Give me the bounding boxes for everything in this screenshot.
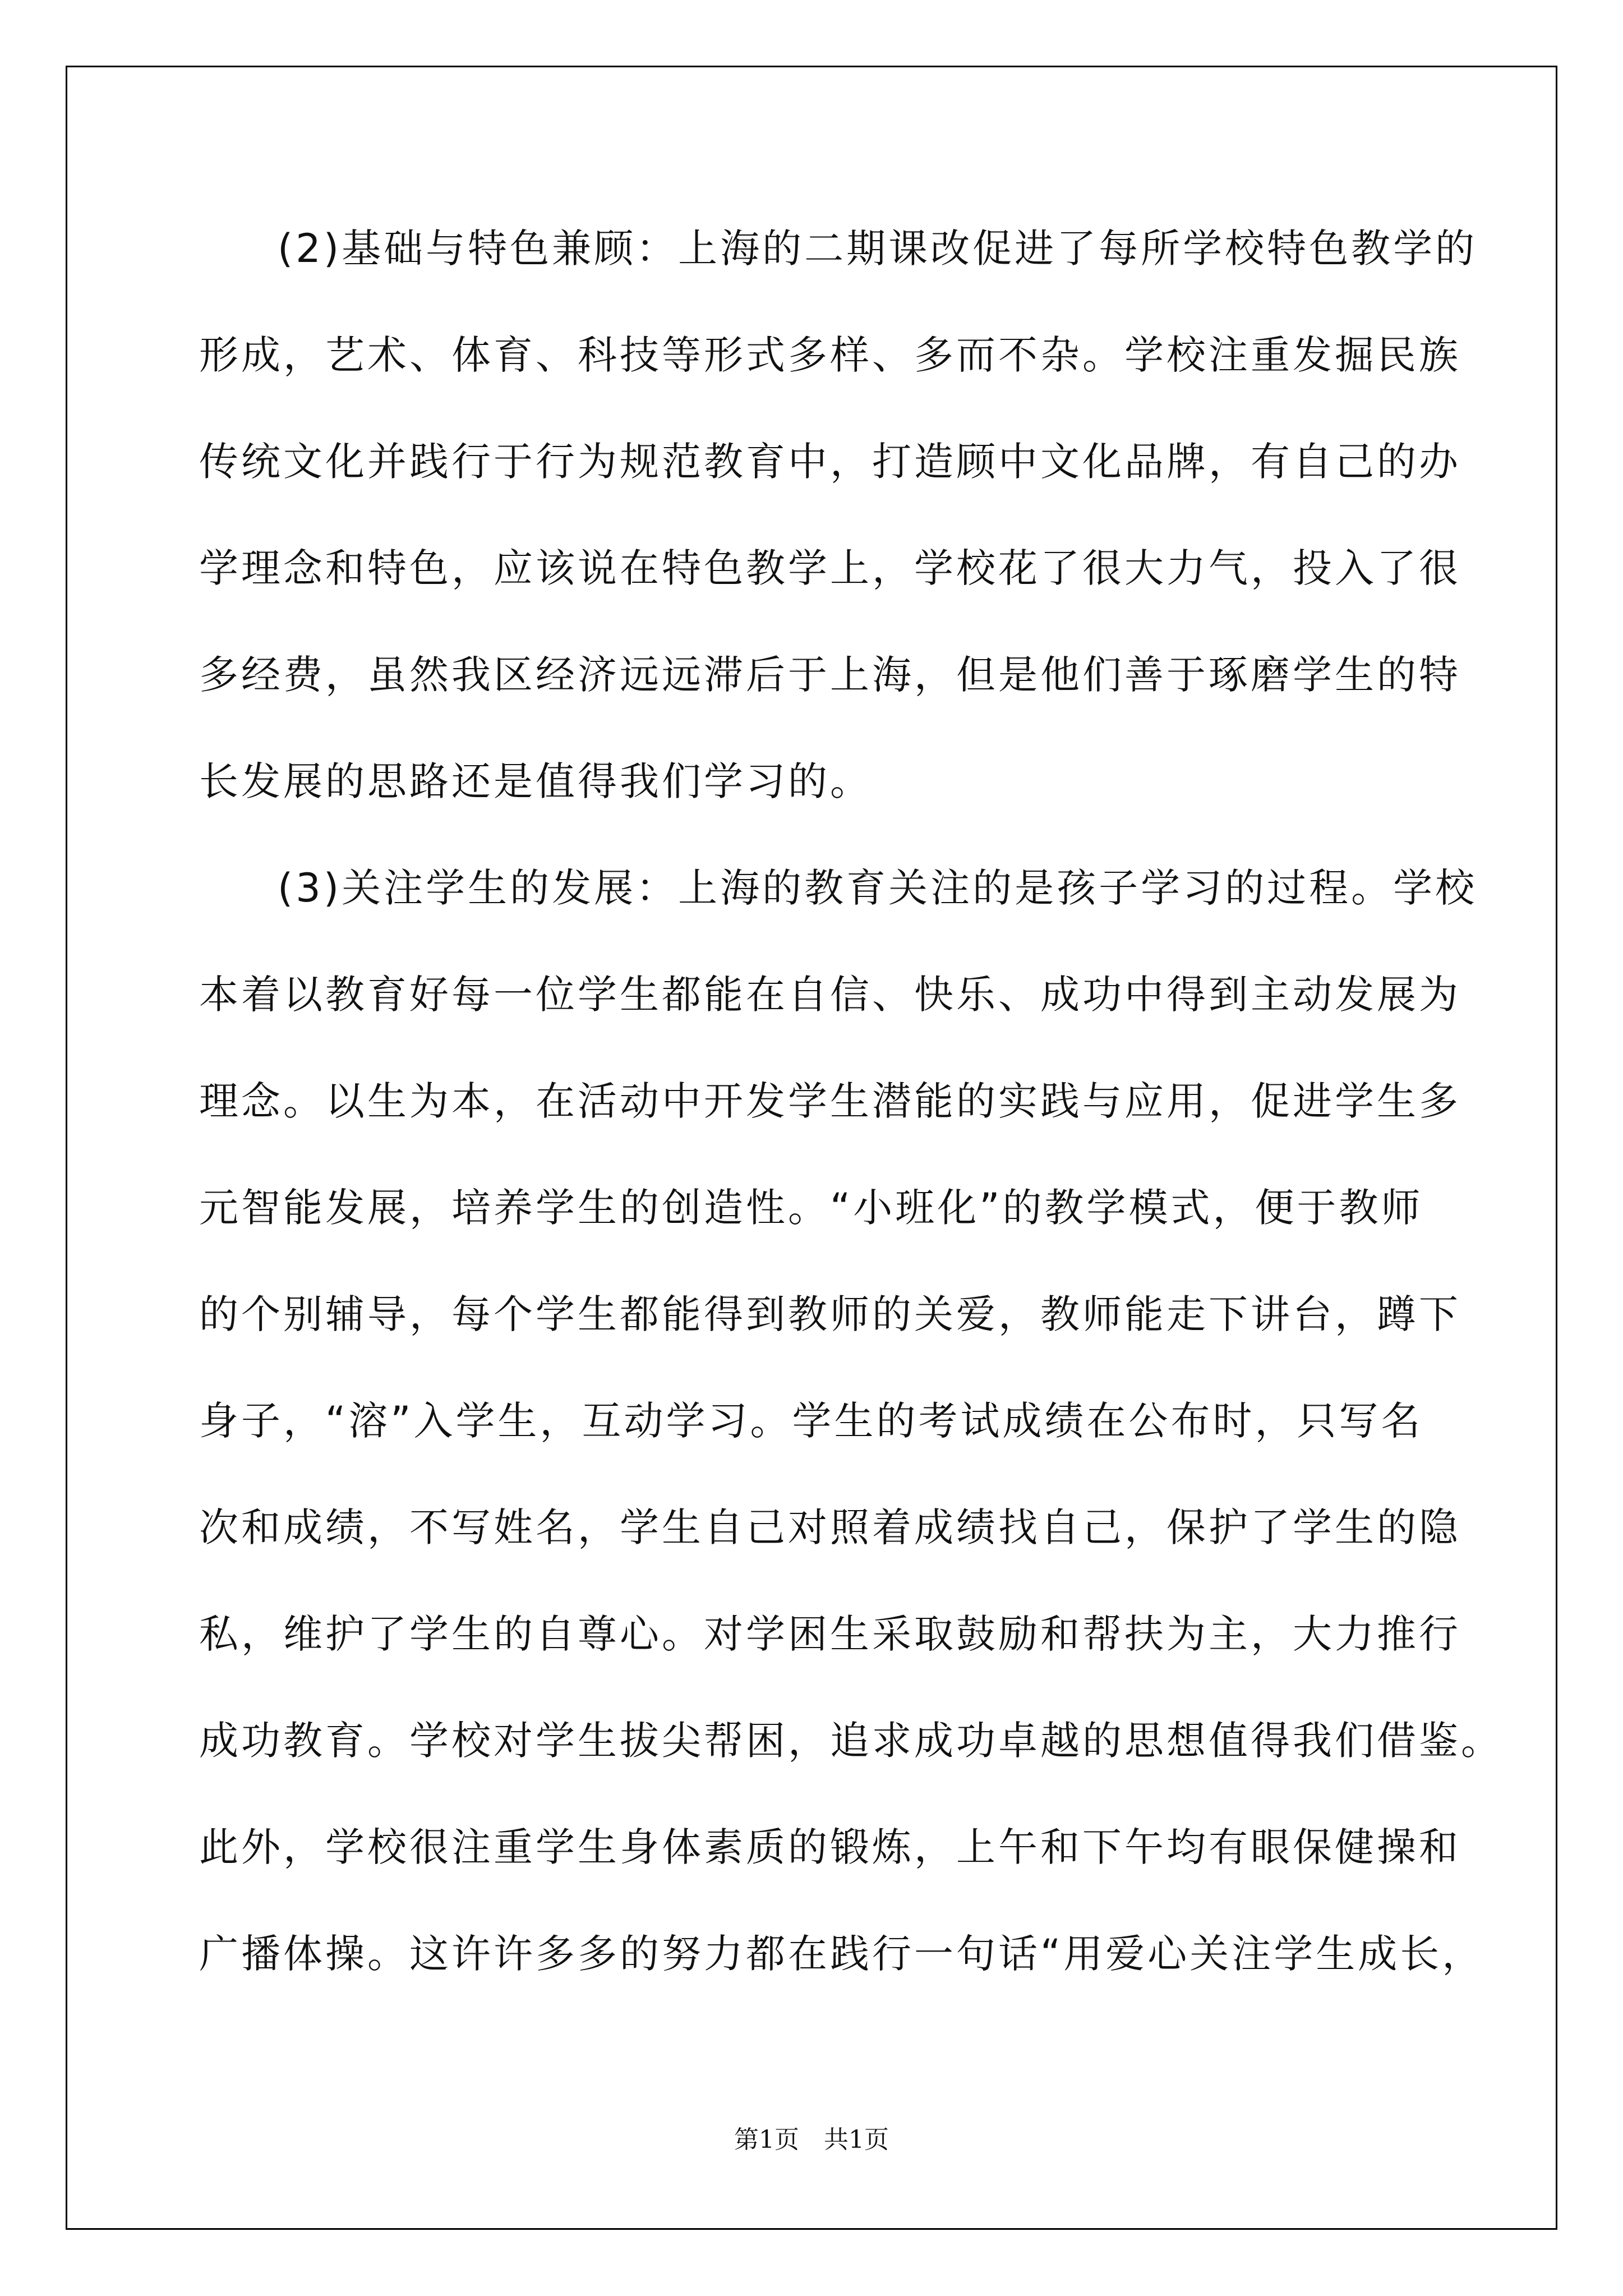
paragraph-line: 多经费，虽然我区经济远远滞后于上海，但是他们善于琢磨学生的特 <box>199 652 1461 698</box>
paragraph-line: (2)基础与特色兼顾：上海的二期课改促进了每所学校特色教学的 <box>278 226 1478 272</box>
paragraph-line: 学理念和特色，应该说在特色教学上，学校花了很大力气，投入了很 <box>199 545 1461 591</box>
page-number-footer: 第1页 共1页 <box>734 2125 889 2154</box>
paragraph-line: 私，维护了学生的自尊心。对学困生采取鼓励和帮扶为主，大力推行 <box>199 1611 1461 1657</box>
paragraph-line: 理念。以生为本，在活动中开发学生潜能的实践与应用，促进学生多 <box>199 1078 1461 1124</box>
paragraph-line: 形成，艺术、体育、科技等形式多样、多而不杂。学校注重发掘民族 <box>199 332 1461 378</box>
paragraph-line: 的个别辅导，每个学生都能得到教师的关爱，教师能走下讲台，蹲下 <box>199 1291 1461 1337</box>
paragraph-line: 元智能发展，培养学生的创造性。“小班化”的教学模式，便于教师 <box>199 1185 1423 1231</box>
paragraph-line: 成功教育。学校对学生拔尖帮困，追求成功卓越的思想值得我们借鉴。 <box>199 1718 1503 1764</box>
paragraph-line: 广播体操。这许许多多的努力都在践行一句话“用爱心关注学生成长， <box>199 1931 1484 1977</box>
paragraph-line: 此外，学校很注重学生身体素质的锻炼，上午和下午均有眼保健操和 <box>199 1824 1461 1870</box>
paragraph-line: 次和成绩，不写姓名，学生自己对照着成绩找自己，保护了学生的隐 <box>199 1504 1461 1550</box>
paragraph-line: 身子，“溶”入学生，互动学习。学生的考试成绩在公布时，只写名 <box>199 1398 1423 1444</box>
paragraph-line: 传统文化并践行于行为规范教育中，打造顾中文化品牌，有自己的办 <box>199 439 1461 485</box>
paragraph-line: (3)关注学生的发展：上海的教育关注的是孩子学习的过程。学校 <box>278 865 1478 911</box>
paragraph-line: 本着以教育好每一位学生都能在自信、快乐、成功中得到主动发展为 <box>199 972 1461 1018</box>
page-border <box>66 66 1557 2230</box>
paragraph-line: 长发展的思路还是值得我们学习的。 <box>199 758 872 804</box>
